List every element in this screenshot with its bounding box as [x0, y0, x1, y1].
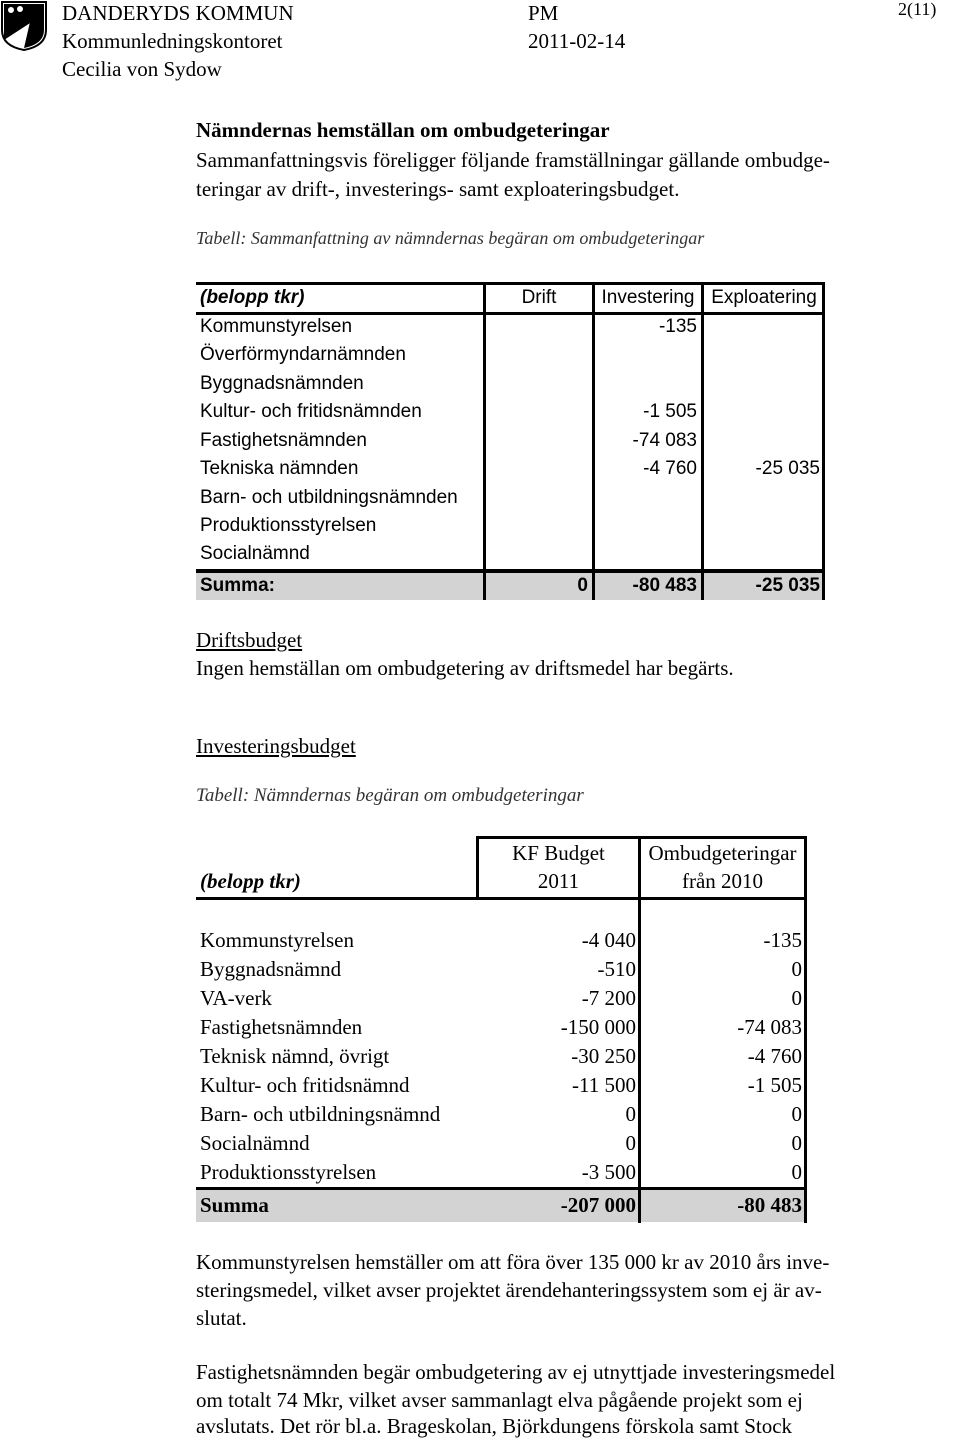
t1-row-invest: -135: [658, 316, 697, 337]
t1-row-name: Barn- och utbildningsnämnden: [200, 487, 458, 508]
t2-row-name: Fastighetsnämnden: [200, 1015, 363, 1039]
t2-row-budget: -150 000: [560, 1015, 636, 1039]
t1-row-name: Kultur- och fritidsnämnden: [200, 401, 422, 422]
t2-row-name: Barn- och utbildningsnämnd: [200, 1102, 441, 1126]
t1-row-invest: -1 505: [643, 401, 697, 422]
t1-sum-exploatering: -25 035: [755, 575, 820, 596]
section-heading: Nämndernas hemställan om ombudgeteringar: [196, 118, 610, 142]
ks-para-line-3: slutat.: [196, 1306, 247, 1330]
t1-sum-invest: -80 483: [632, 575, 697, 596]
t2-row-name: Kommunstyrelsen: [200, 928, 354, 952]
municipality-logo: [0, 0, 48, 52]
t2-row-ombud: -74 083: [737, 1015, 802, 1039]
t2-row-name: Produktionsstyrelsen: [200, 1160, 377, 1184]
t1-sum-drift: 0: [577, 575, 588, 596]
t2-row-name: Kultur- och fritidsnämnd: [200, 1073, 410, 1097]
ks-para-line-2: steringsmedel, vilket avser projektet ärendehanteringssystem som ej är av-: [196, 1278, 822, 1302]
t1-header-label: (belopp tkr): [200, 287, 305, 308]
t2-row-budget: -30 250: [571, 1044, 636, 1068]
investment-table: [196, 836, 808, 1226]
intro-line-1: Sammanfattningsvis föreligger följande framställningar gällande ombudge-: [196, 148, 830, 172]
t2-row-budget: -4 040: [581, 928, 636, 952]
t2-row-ombud: 0: [791, 1160, 802, 1184]
t2-sum-budget: -207 000: [560, 1193, 636, 1217]
t2-col1-line2: 2011: [537, 869, 580, 893]
fn-para-line-3: avslutats. Det rör bl.a. Brageskolan, Björkdungens förskola samt Stock: [196, 1414, 793, 1438]
t1-row-name: Produktionsstyrelsen: [200, 515, 377, 536]
t1-row-name: Fastighetsnämnden: [200, 430, 367, 451]
t2-row-ombud: 0: [791, 1102, 802, 1126]
t2-sum-label: Summa: [200, 1193, 269, 1217]
t2-row-ombud: 0: [791, 986, 802, 1010]
t2-col2-line2: från 2010: [681, 869, 764, 893]
t2-row-ombud: -4 760: [747, 1044, 802, 1068]
t1-row-name: Kommunstyrelsen: [200, 316, 353, 337]
intro-line-2: teringar av drift-, investerings- samt exploateringsbudget.: [196, 177, 680, 201]
t1-row-exploatering: -25 035: [755, 458, 820, 479]
t1-header-drift: Drift: [521, 287, 557, 308]
author-name: Cecilia von Sydow: [62, 57, 222, 81]
fn-para-line-2: om totalt 74 Mkr, vilket avser sammanlagt elva pågående projekt som ej: [196, 1388, 803, 1412]
t2-row-name: Teknisk nämnd, övrigt: [200, 1044, 390, 1068]
doc-type: PM: [528, 1, 559, 25]
t1-row-name: Byggnadsnämnden: [200, 373, 364, 394]
t1-row-name: Tekniska nämnden: [200, 458, 359, 479]
table1-caption: Tabell: Sammanfattning av nämndernas begäran om ombudgeteringar: [196, 228, 705, 248]
t1-header-investering: Investering: [601, 287, 695, 308]
t2-row-budget: -11 500: [572, 1073, 636, 1097]
page-number: 2(11): [898, 0, 937, 19]
t2-row-budget: -510: [597, 957, 636, 981]
office-name: Kommunledningskontoret: [62, 29, 283, 53]
t2-row-budget: -3 500: [581, 1160, 636, 1184]
t2-row-ombud: 0: [791, 1131, 802, 1155]
t2-row-ombud: 0: [791, 957, 802, 981]
t2-row-budget: 0: [625, 1102, 636, 1126]
t1-header-exploatering: Exploatering: [711, 287, 817, 308]
fn-para-line-1: Fastighetsnämnden begär ombudgetering av ej utnyttjade investeringsmedel: [196, 1360, 836, 1384]
drift-text: Ingen hemställan om ombudgetering av driftsmedel har begärts.: [196, 656, 734, 680]
ks-para-line-1: Kommunstyrelsen hemställer om att föra över 135 000 kr av 2010 års inve-: [196, 1250, 830, 1274]
t2-row-budget: 0: [625, 1131, 636, 1155]
t2-row-name: Socialnämnd: [200, 1131, 310, 1155]
t2-row-name: VA-verk: [200, 986, 272, 1010]
invest-caption: Tabell: Nämndernas begäran om ombudgeteringar: [196, 785, 584, 806]
t2-sum-ombud: -80 483: [737, 1193, 802, 1217]
t2-row-name: Byggnadsnämnd: [200, 957, 342, 981]
t1-row-invest: -4 760: [643, 458, 697, 479]
t1-row-name: Överförmyndarnämnden: [200, 344, 406, 365]
t2-row-budget: -7 200: [581, 986, 636, 1010]
document-date: 2011-02-14: [528, 29, 626, 53]
t2-row-ombud: -135: [763, 928, 802, 952]
t2-header-label: (belopp tkr): [200, 869, 301, 893]
summary-table: [196, 282, 826, 602]
invest-heading: Investeringsbudget: [196, 734, 356, 758]
t1-sum-label: Summa:: [200, 575, 275, 596]
drift-heading: Driftsbudget: [196, 628, 303, 652]
t1-row-invest: -74 083: [632, 430, 697, 451]
t2-col2-line1: Ombudgeteringar: [648, 841, 797, 865]
org-name: DANDERYDS KOMMUN: [62, 1, 294, 25]
t2-col1-line1: KF Budget: [512, 841, 605, 865]
t1-row-name: Socialnämnd: [200, 543, 310, 564]
t2-row-ombud: -1 505: [747, 1073, 802, 1097]
